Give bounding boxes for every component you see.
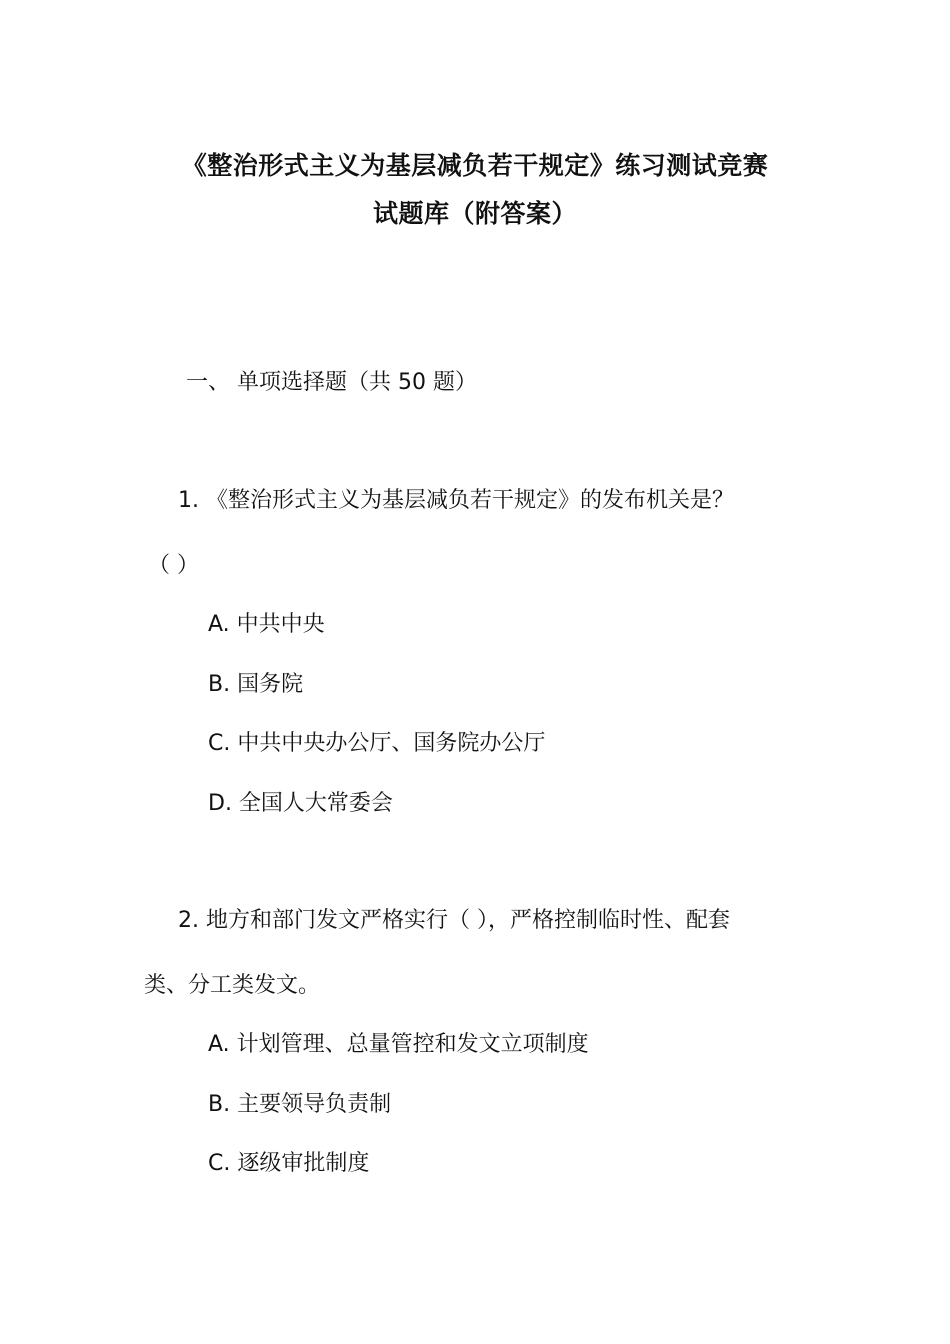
question-2-option-b: B. 主要领导负责制 <box>208 1092 392 1117</box>
document-title-line-2: 试题库（附答案） <box>372 199 577 228</box>
question-1-option-c: C. 中共中央办公厅、国务院办公厅 <box>208 731 546 756</box>
question-2-stem: 2. 地方和部门发文严格实行（ ），严格控制临时性、配套 <box>178 908 730 933</box>
document-title-line-1: 《整治形式主义为基层减负若干规定》练习测试竞赛 <box>181 151 769 180</box>
question-1-option-b: B. 国务院 <box>208 672 304 697</box>
question-2-stem-continued: 类、分工类发文。 <box>144 973 321 998</box>
question-2-option-a: A. 计划管理、总量管控和发文立项制度 <box>208 1032 589 1057</box>
question-1-option-d: D. 全国人大常委会 <box>208 791 393 816</box>
section-heading: 一、 单项选择题（共 50 题） <box>186 370 477 395</box>
question-1-stem: 1. 《整治形式主义为基层减负若干规定》的发布机关是？ <box>178 488 734 513</box>
question-1-stem-continued: （ ） <box>148 553 199 578</box>
question-2-option-c: C. 逐级审批制度 <box>208 1151 370 1176</box>
question-1-option-a: A. 中共中央 <box>208 612 325 637</box>
